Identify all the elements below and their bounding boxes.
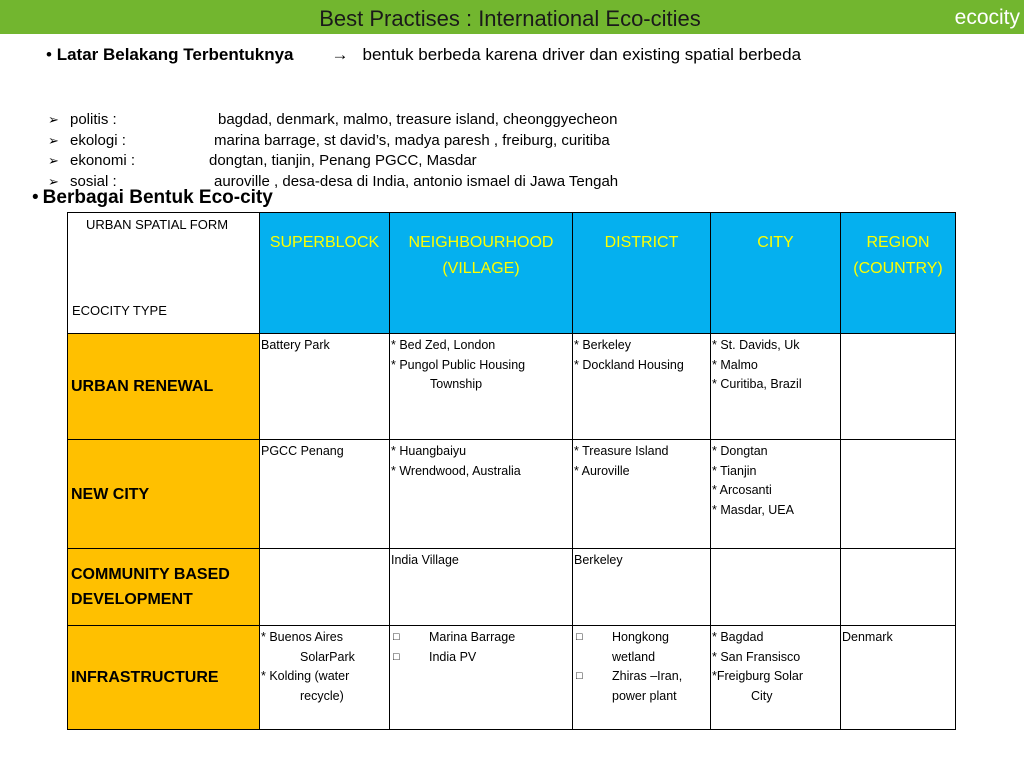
- table-cell: [573, 334, 711, 440]
- arrow-bullet-icon: ➢: [48, 132, 59, 148]
- column-header-line: SUPERBLOCK: [269, 234, 380, 251]
- forms-heading: [32, 187, 273, 209]
- table-row: [68, 334, 956, 440]
- cell-text: Hongkong: [612, 630, 669, 644]
- cell-text: * Treasure Island: [574, 444, 669, 458]
- table-cell: [573, 440, 711, 549]
- cell-bullet-line: [574, 687, 710, 707]
- driver-value: marina barrage, st david’s, madya paresh , freiburg, curitiba: [214, 131, 610, 149]
- background-heading: [46, 42, 926, 67]
- forms-heading-text: Berbagai Bentuk Eco-city: [42, 187, 273, 208]
- row-header: NEW CITY: [68, 440, 260, 549]
- cell-text: India PV: [429, 649, 477, 664]
- table-corner: [68, 213, 260, 334]
- cell-text: Battery Park: [261, 338, 330, 352]
- table-cell: [841, 440, 956, 549]
- cell-text: * Tianjin: [712, 463, 757, 478]
- bullet: •: [46, 45, 52, 64]
- row-header: URBAN RENEWAL: [68, 334, 260, 440]
- cell-text: wetland: [612, 649, 656, 664]
- cell-text: * Masdar, UEA: [712, 502, 794, 517]
- cell-text: SolarPark: [300, 649, 355, 664]
- table-cell: [711, 549, 841, 626]
- cell-text: * Dongtan: [712, 444, 768, 458]
- square-bullet-icon: □: [393, 631, 400, 643]
- driver-value: dongtan, tianjin, Penang PGCC, Masdar: [209, 152, 477, 169]
- row-header: COMMUNITY BASED DEVELOPMENT: [68, 549, 260, 626]
- slide-title: Best Practises : International Eco-cities: [319, 6, 701, 31]
- table-cell: [573, 626, 711, 730]
- square-bullet-icon: □: [393, 650, 400, 663]
- cell-text: Denmark: [842, 630, 893, 644]
- table-cell: [841, 334, 956, 440]
- cell-text: PGCC Penang: [261, 444, 344, 458]
- cell-text: * Wrendwood, Australia: [391, 463, 521, 478]
- cell-text: * Berkeley: [574, 338, 631, 352]
- cell-text: India Village: [391, 553, 459, 567]
- cell-text: * St. Davids, Uk: [712, 338, 800, 352]
- cell-text: * San Fransisco: [712, 649, 801, 664]
- table-cell: [390, 334, 573, 440]
- column-header-line: REGION: [866, 234, 930, 251]
- table-row: [68, 626, 956, 730]
- table-row: [68, 440, 956, 549]
- arrow-bullet-icon: ➢: [48, 173, 59, 189]
- row-header: INFRASTRUCTURE: [68, 626, 260, 730]
- corner-label-form: URBAN SPATIAL FORM: [86, 217, 229, 232]
- square-bullet-icon: □: [576, 670, 583, 682]
- cell-text: *Freigburg Solar: [712, 669, 804, 683]
- cell-text: * Huangbaiyu: [391, 444, 467, 458]
- column-header-line: NEIGHBOURHOOD: [408, 234, 554, 251]
- table-cell: [260, 549, 390, 626]
- cell-text: Marina Barrage: [429, 630, 516, 644]
- arrow-bullet-icon: ➢: [48, 112, 59, 127]
- cell-text: * Kolding (water: [261, 669, 350, 683]
- table-cell: [260, 334, 390, 440]
- cell-text: Township: [430, 377, 483, 391]
- column-header-line: DISTRICT: [604, 234, 679, 251]
- bullet: •: [32, 187, 39, 208]
- column-header: [390, 213, 573, 334]
- table-cell: [841, 549, 956, 626]
- table-cell: [260, 626, 390, 730]
- table-cell: [390, 440, 573, 549]
- corner-label-type: ECOCITY TYPE: [72, 303, 167, 318]
- column-header-line: (COUNTRY): [853, 260, 943, 277]
- driver-label: sosial :: [70, 172, 117, 190]
- driver-value: auroville , desa-desa di India, antonio ismael di Jawa Tengah: [214, 172, 619, 190]
- background-heading-bold: Latar Belakang Terbentuknya: [56, 45, 294, 64]
- table-row: [68, 549, 956, 626]
- table-cell: [390, 626, 573, 730]
- cell-text: * Bed Zed, London: [391, 338, 496, 352]
- cell-text: * Bagdad: [712, 630, 764, 644]
- table-cell: [711, 334, 841, 440]
- table-cell: [573, 549, 711, 626]
- table-cell: [711, 440, 841, 549]
- arrow-right-icon: →: [331, 45, 349, 64]
- background-heading-text: bentuk berbeda karena driver dan existing spatial berbeda: [362, 45, 802, 64]
- table-cell: [711, 626, 841, 730]
- table-header-row: [68, 213, 956, 334]
- ecocity-table: [67, 212, 956, 730]
- cell-text: * Curitiba, Brazil: [712, 377, 802, 391]
- column-header: [841, 213, 956, 334]
- cell-bullet-line: [391, 628, 572, 648]
- arrow-bullet-icon: ➢: [48, 153, 59, 168]
- cell-text: Berkeley: [574, 553, 623, 567]
- table-cell: [260, 440, 390, 549]
- title-bar: [0, 0, 1024, 34]
- cell-text: * Malmo: [712, 357, 758, 372]
- cell-text: power plant: [612, 688, 677, 703]
- cell-text: City: [751, 688, 773, 703]
- column-header: [711, 213, 841, 334]
- column-header: [573, 213, 711, 334]
- table-cell: [841, 626, 956, 730]
- cell-bullet-line: [391, 648, 572, 668]
- cell-text: * Dockland Housing: [574, 357, 684, 372]
- cell-bullet-line: [574, 667, 710, 687]
- driver-label: ekonomi :: [70, 152, 136, 169]
- cell-bullet-line: [574, 628, 710, 648]
- cell-text: * Buenos Aires: [261, 630, 343, 644]
- cell-text: * Auroville: [574, 463, 630, 478]
- column-header-line: CITY: [757, 234, 794, 251]
- cell-text: * Arcosanti: [712, 483, 772, 497]
- column-header: [260, 213, 390, 334]
- square-bullet-icon: □: [576, 631, 583, 643]
- driver-label: ekologi :: [70, 131, 126, 149]
- cell-text: Zhiras –Iran,: [612, 669, 683, 683]
- cell-text: recycle): [300, 688, 344, 703]
- column-header-line: (VILLAGE): [442, 260, 520, 277]
- driver-label: politis :: [70, 111, 117, 128]
- cell-text: * Pungol Public Housing: [391, 357, 526, 372]
- brand-label: ecocity: [954, 6, 1020, 29]
- driver-value: bagdad, denmark, malmo, treasure island, cheonggyecheon: [218, 111, 618, 128]
- table-cell: [390, 549, 573, 626]
- cell-bullet-line: [574, 648, 710, 668]
